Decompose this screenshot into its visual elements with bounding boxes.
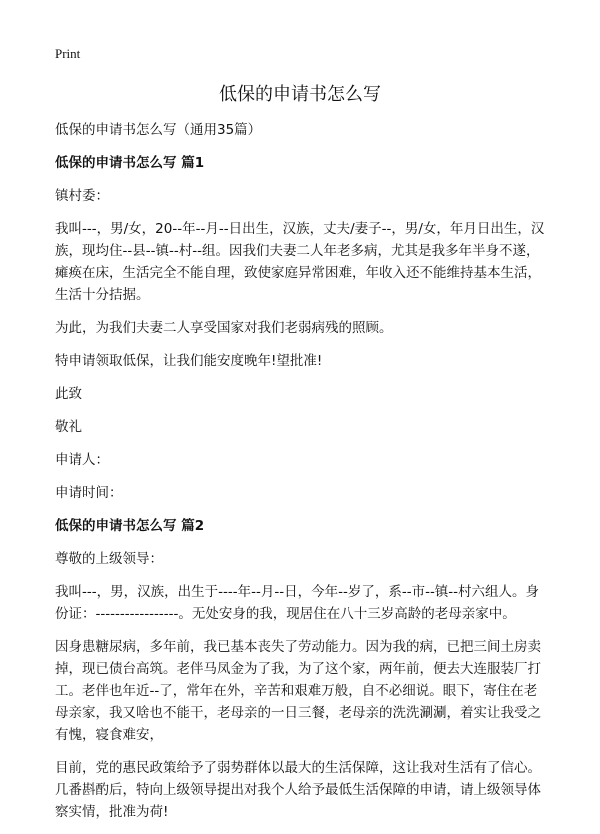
paragraph: 特申请领取低保，让我们能安度晚年!望批准! (55, 353, 323, 369)
text-line: 母亲家，我又啥也不能干，老母亲的一日三餐，老母亲的洗洗涮涮，着实让我受之 (55, 705, 541, 721)
paragraph (55, 757, 575, 823)
text-line: 目前，党的惠民政策给予了弱势群体以最大的生活保障，这让我对生活有了信心。 (55, 760, 541, 776)
text-line: 工。老伴也年近--了，常年在外，辛苦和艰难万般，自不必细说。眼下，寄住在老 (55, 683, 538, 699)
paragraph (55, 636, 575, 746)
text-line: 几番斟酌后，特向上级领导提出对我个人给予最低生活保障的申请，请上级领导体 (55, 782, 541, 798)
print-link[interactable]: Print (55, 46, 81, 61)
text-line: 我叫---，男/女，20--年--月--日出生，汉族，丈夫/妻子--，男/女，年月日出生，汉 (55, 221, 545, 237)
text-line: 我叫---，男，汉族，出生于----年--月--日，今年--岁了，系--市--镇--村六组人。身 (55, 584, 540, 600)
text-line: 掉，现已债台高筑。老伴马凤金为了我，为了这个家，两年前，便去大连服装厂打 (55, 661, 541, 677)
text-line: 生活十分拮据。 (55, 287, 150, 303)
applicant-label: 申请人： (55, 452, 109, 468)
text-line: 份证：-----------------。无处安身的我，现居住在八十三岁高龄的老母亲家中。 (55, 606, 516, 622)
document-body (55, 119, 575, 834)
text-line: 有愧，寝食难安， (55, 727, 163, 743)
closing: 敬礼 (55, 419, 82, 435)
paragraph (55, 218, 575, 306)
section-heading: 低保的申请书怎么写 篇1 (55, 155, 205, 171)
paragraph (55, 581, 575, 625)
text-line: 瘫痪在床，生活完全不能自理，致使家庭异常困难，年收入还不能维持基本生活， (55, 265, 541, 281)
page-title: 低保的申请书怎么写 (219, 84, 381, 105)
section-heading: 低保的申请书怎么写 篇2 (55, 518, 205, 534)
date-label: 申请时间： (55, 485, 123, 501)
subtitle: 低保的申请书怎么写（通用35篇） (55, 122, 262, 138)
text-line: 因身患糖尿病，多年前，我已基本丧失了劳动能力。因为我的病，已把三间土房卖 (55, 639, 541, 655)
greeting: 尊敬的上级领导： (55, 551, 163, 567)
text-line: 族，现均住--县--镇--村--组。因我们夫妻二人年老多病，尤其是我多年半身不遂， (55, 243, 540, 259)
paragraph: 为此，为我们夫妻二人享受国家对我们老弱病残的照顾。 (55, 320, 393, 336)
greeting: 镇村委： (55, 188, 109, 204)
text-line: 察实情，批准为荷! (55, 804, 169, 820)
closing: 此致 (55, 386, 82, 402)
